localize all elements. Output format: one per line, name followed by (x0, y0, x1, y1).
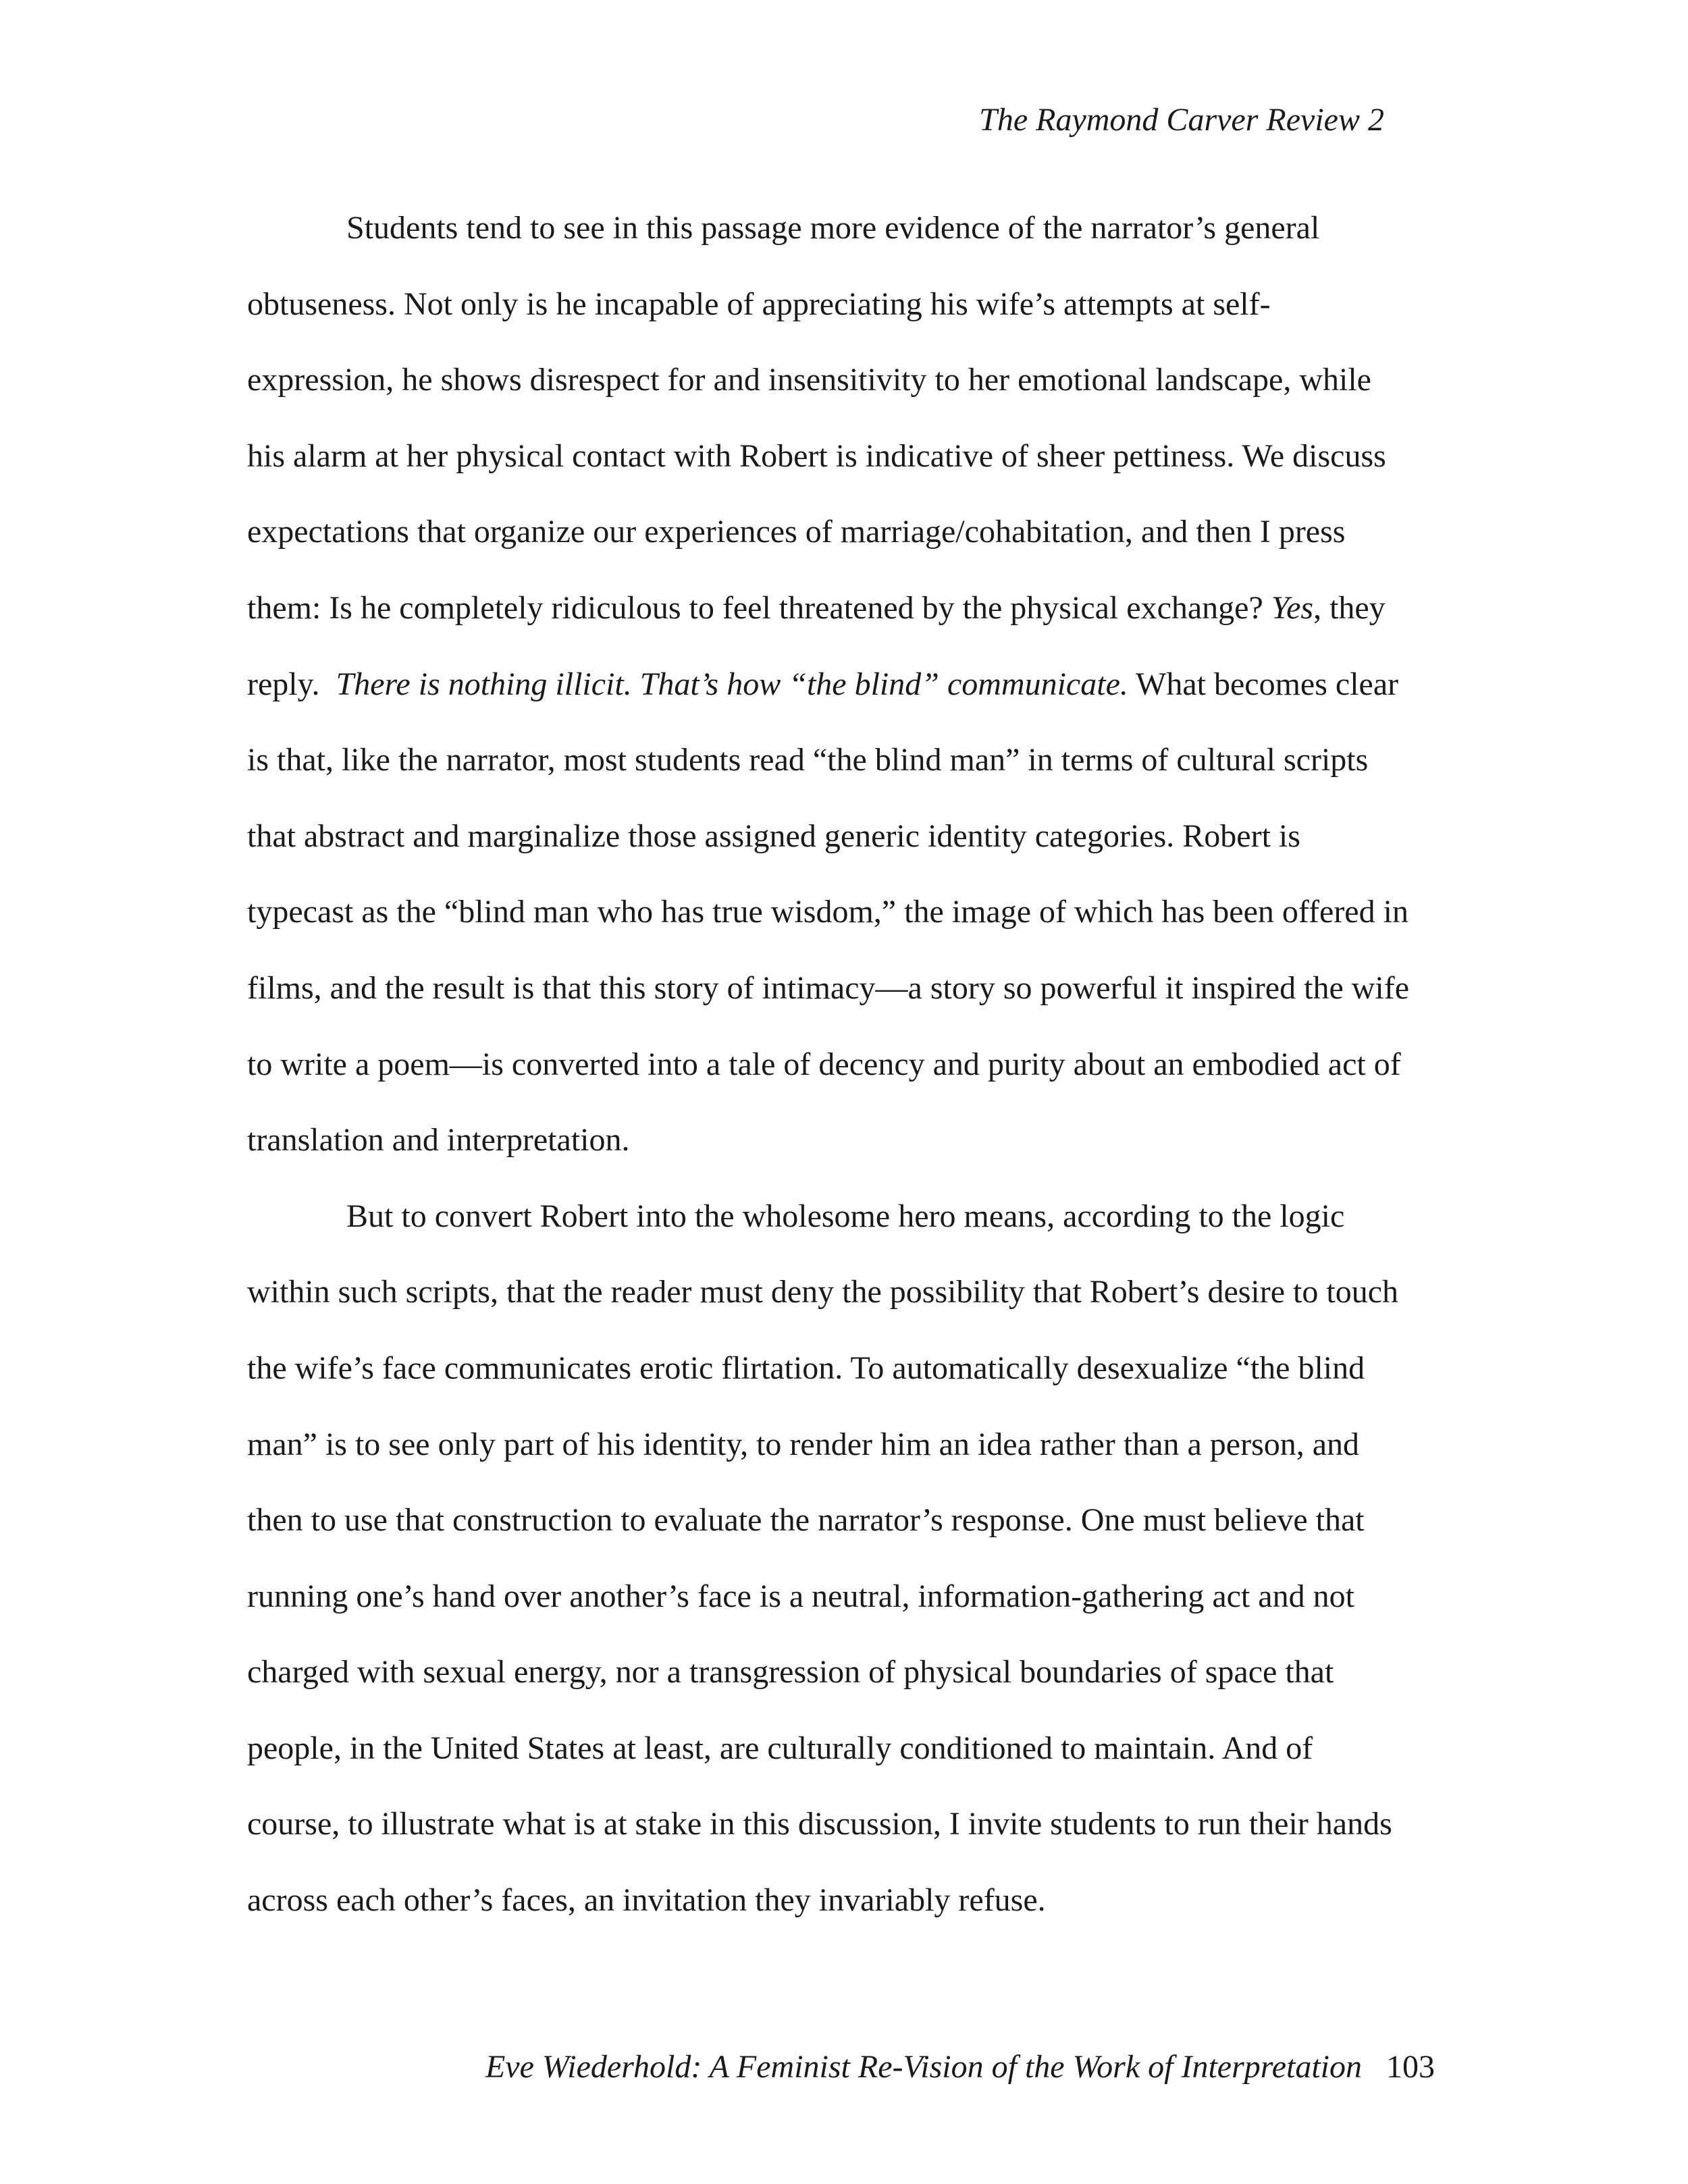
running-header: The Raymond Carver Review 2 (979, 102, 1384, 138)
text-run: them: Is he completely ridiculous to feel threatened by the physical exchange? (247, 589, 1271, 626)
paragraph-1 (247, 190, 1441, 1179)
text-line (247, 570, 1441, 647)
text-line: Students tend to see in this passage more evidence of the narrator’s general (346, 210, 1320, 246)
text-line: obtuseness. Not only is he incapable of appreciating his wife’s attempts at self- (247, 286, 1271, 322)
text-line: course, to illustrate what is at stake in this discussion, I invite students to run their hands (247, 1806, 1392, 1842)
text-line: expression, he shows disrespect for and insensitivity to her emotional landscape, while (247, 362, 1371, 398)
text-line: typecast as the “blind man who has true wisdom,” the image of which has been offered in (247, 894, 1408, 930)
footer-title: Eve Wiederhold: A Feminist Re-Vision of the Work of Interpretation (485, 2049, 1362, 2085)
text-line (247, 647, 1441, 723)
text-line: But to convert Robert into the wholesome hero means, according to the logic (346, 1198, 1345, 1234)
text-line: to write a poem—is converted into a tale of decency and purity about an embodied act of (247, 1046, 1401, 1082)
text-line: across each other’s faces, an invitation they invariably refuse. (247, 1882, 1046, 1919)
text-line: translation and interpretation. (247, 1122, 630, 1158)
text-line: running one’s hand over another’s face is a neutral, information-gathering act and not (247, 1578, 1354, 1614)
text-line: that abstract and marginalize those assigned generic identity categories. Robert is (247, 818, 1300, 854)
page-number: 103 (1386, 2049, 1435, 2085)
body-text (247, 190, 1441, 1939)
text-line: films, and the result is that this story of intimacy—a story so powerful it inspired the wife (247, 969, 1410, 1006)
text-line: then to use that construction to evaluate the narrator’s response. One must believe that (247, 1502, 1365, 1539)
text-run: , they (1313, 589, 1386, 626)
text-line: man” is to see only part of his identity, to render him an idea rather than a person, and (247, 1426, 1360, 1462)
italic-text-run: Yes (1271, 589, 1314, 626)
paragraph-2 (247, 1179, 1441, 1939)
text-run: What becomes clear (1128, 666, 1399, 702)
text-line: is that, like the narrator, most students read “the blind man” in terms of cultural scripts (247, 742, 1369, 778)
page-footer (456, 2047, 1435, 2087)
text-line: expectations that organize our experiences of marriage/cohabitation, and then I press (247, 514, 1346, 550)
text-line: within such scripts, that the reader must deny the possibility that Robert’s desire to touch (247, 1274, 1399, 1310)
text-line: charged with sexual energy, nor a transgression of physical boundaries of space that (247, 1654, 1334, 1690)
text-line: people, in the United States at least, are culturally conditioned to maintain. And of (247, 1730, 1313, 1766)
text-line: the wife’s face communicates erotic flirtation. To automatically desexualize “the blind (247, 1350, 1365, 1386)
italic-text-run: There is nothing illicit. That’s how “the blind” communicate. (336, 666, 1128, 702)
text-run: reply. (247, 666, 336, 702)
text-line: his alarm at her physical contact with Robert is indicative of sheer pettiness. We discuss (247, 437, 1386, 474)
